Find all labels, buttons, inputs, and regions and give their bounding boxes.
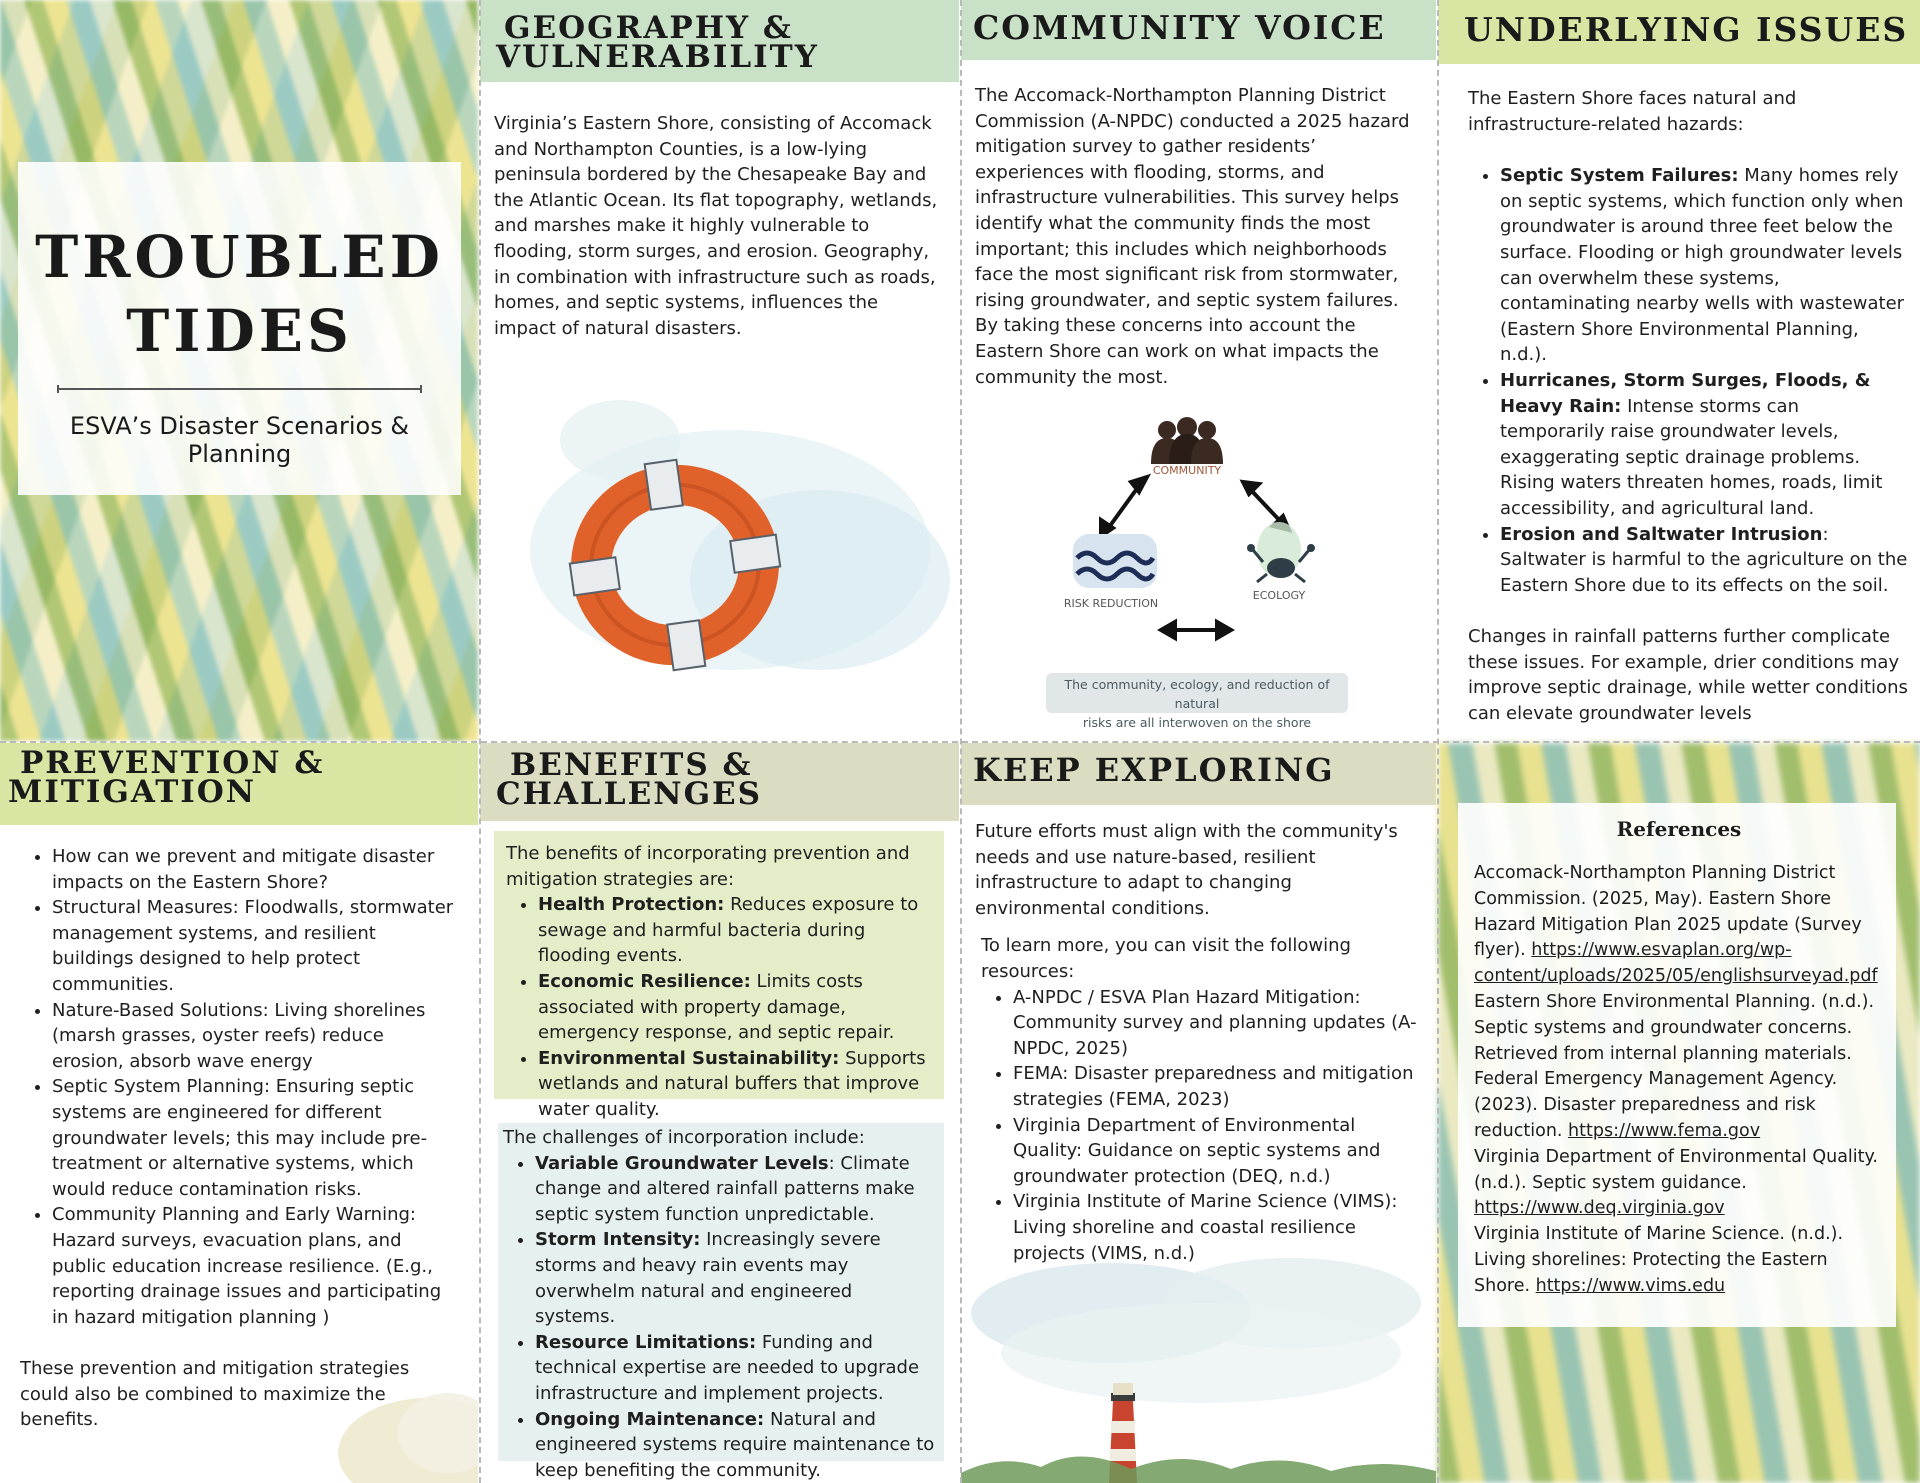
title-line-1: TROUBLED xyxy=(35,223,444,291)
diagram-caption-line-2: risks are all interwoven on the shore xyxy=(1082,715,1312,730)
reference-link[interactable]: https://www.deq.virginia.gov xyxy=(1474,1198,1725,1219)
references-body xyxy=(1474,861,1884,1300)
resource-item: • Virginia Institute of Marine Science (VIMS): Living shoreline and coastal resilience projects (VIMS, n.d.) xyxy=(1013,1189,1425,1266)
reference-link[interactable]: https://www.esvaplan.org/wp-content/uploads/2025/05/englishsurveyad.pdf xyxy=(1474,940,1878,987)
references-title: References xyxy=(1616,817,1742,841)
benefit-item xyxy=(538,1046,936,1123)
prevention-item: • Nature-Based Solutions: Living shorelines (marsh grasses, oyster reefs) reduce erosion, absorb wave energy xyxy=(52,998,460,1075)
benefits-header-line-1: BENEFITS & xyxy=(510,747,753,783)
challenge-item xyxy=(535,1151,937,1228)
benefits-intro: The benefits of incorporating prevention and mitigation strategies are: xyxy=(506,843,910,890)
issue-erosion-title: Erosion and Saltwater Intrusion xyxy=(1500,523,1823,545)
brochure-title xyxy=(18,162,461,368)
benefits-header-line-2: CHALLENGES xyxy=(496,776,763,813)
prevention-item: • Structural Measures: Floodwalls, stormwater management systems, and resilient buildings designed to help protect communities. xyxy=(52,895,460,997)
benefits-header xyxy=(480,743,959,821)
challenges-list xyxy=(503,1151,937,1483)
issue-storms xyxy=(1500,368,1908,522)
life-ring-illustration xyxy=(480,380,959,740)
explore-header: KEEP EXPLORING xyxy=(961,743,1436,805)
benefits-body xyxy=(506,841,936,1123)
reference-text: Federal Emergency Management Agency. (2023). Disaster preparedness and risk reduction. xyxy=(1474,1069,1838,1141)
challenge-item xyxy=(535,1330,937,1407)
resource-item: • Virginia Department of Environmental Quality: Guidance on septic systems and groundwater protection (DEQ, n.d.) xyxy=(1013,1113,1425,1190)
reference-text: Accomack-Northampton Planning District Commission. (2025, May). Eastern Shore Hazard Mitigation Plan 2025 update (Survey flyer). xyxy=(1474,863,1862,961)
challenge-title: Ongoing Maintenance: xyxy=(535,1408,765,1430)
title-line-2: TIDES xyxy=(126,297,353,365)
geography-panel xyxy=(480,0,959,740)
benefits-box xyxy=(494,831,944,1120)
title-divider xyxy=(57,388,422,390)
risk-reduction-diagram-label: RISK REDUCTION xyxy=(1063,597,1159,610)
challenge-title: Variable Groundwater Levels xyxy=(535,1152,829,1174)
challenge-text: Natural and engineered systems require maintenance to keep benefiting the community. xyxy=(535,1408,935,1481)
prevention-item: • Septic System Planning: Ensuring septic systems are engineered for different groundwater levels; this may include pre-treatment or alternative systems, which would reduce contamination risks. xyxy=(52,1074,460,1202)
benefit-title: Economic Resilience: xyxy=(538,970,751,992)
challenges-intro: The challenges of incorporation include: xyxy=(503,1127,865,1148)
issue-storms-title: Hurricanes, Storm Surges, Floods, & Heavy Rain: xyxy=(1500,369,1871,417)
challenge-text: Funding and technical expertise are needed to upgrade infrastructure and implement projects. xyxy=(535,1331,920,1404)
reference-item xyxy=(1474,1067,1884,1144)
waves-icon xyxy=(1073,534,1157,588)
reference-text: Virginia Institute of Marine Science. (n.d.). Living shorelines: Protecting the Eastern Shore. xyxy=(1474,1224,1844,1296)
benefit-text: Reduces exposure to sewage and harmful bacteria during flooding events. xyxy=(538,894,919,967)
benefits-panel xyxy=(480,743,959,1483)
prevention-item: • How can we prevent and mitigate disaster impacts on the Eastern Shore? xyxy=(52,844,460,895)
fold-line xyxy=(0,741,1920,743)
brochure-subtitle: ESVA’s Disaster Scenarios & Planning xyxy=(69,412,410,468)
oyster-watercolor xyxy=(328,1373,478,1483)
prevention-body xyxy=(20,844,460,1433)
issue-storms-text: Intense storms can temporarily raise groundwater levels, exaggerating septic drainage problems. Rising waters threaten homes, roads, limit accessibility, and agricultural land. xyxy=(1500,395,1883,519)
benefit-title: Environmental Sustainability: xyxy=(538,1047,840,1069)
community-ecology-diagram xyxy=(961,410,1436,670)
reference-item xyxy=(1474,1222,1884,1299)
issue-septic-title: Septic System Failures: xyxy=(1500,165,1739,187)
issues-panel xyxy=(1438,0,1920,740)
challenge-text: : Climate change and altered rainfall patterns make septic system function unpredictable. xyxy=(535,1152,915,1225)
resource-item: • A-NPDC / ESVA Plan Hazard Mitigation: Community survey and planning updates (A-NPDC, 2025) xyxy=(1013,985,1425,1062)
explore-body xyxy=(975,819,1425,1266)
issue-septic xyxy=(1500,163,1908,368)
issues-intro: The Eastern Shore faces natural and infrastructure-related hazards: xyxy=(1468,88,1797,135)
challenge-title: Resource Limitations: xyxy=(535,1331,757,1353)
ecology-diagram-label: ECOLOGY xyxy=(1252,589,1306,602)
issue-erosion-text: : Saltwater is harmful to the agriculture on the Eastern Shore due to its effects on the soil. xyxy=(1500,523,1908,596)
prevention-header-line-1: PREVENTION & xyxy=(20,745,325,781)
issue-septic-text: Many homes rely on septic systems, which function only when groundwater is around three feet below the surface. Flooding or high groundwater levels can overwhelm these systems, contaminating nearby wells with wastewater (Eastern Shore Environmental Planning, n.d.). xyxy=(1500,165,1905,366)
benefit-text: Limits costs associated with property damage, emergency response, and septic repair. xyxy=(538,970,895,1044)
explore-text: Future efforts must align with the community's needs and use nature-based, resilient infrastructure to adapt to changing environmental conditions. xyxy=(975,821,1398,919)
explore-resources-list xyxy=(975,985,1425,1267)
benefit-item xyxy=(538,969,936,1046)
challenges-body xyxy=(503,1125,937,1483)
benefits-list xyxy=(506,892,936,1122)
challenge-item xyxy=(535,1407,937,1483)
reference-item xyxy=(1474,861,1884,990)
reference-item xyxy=(1474,990,1884,1067)
geography-header xyxy=(480,0,959,82)
challenge-item xyxy=(535,1227,937,1329)
geography-header-line-1: GEOGRAPHY & xyxy=(504,10,793,46)
diagram-caption-line-1: The community, ecology, and reduction of natural xyxy=(1064,677,1330,711)
benefit-text: Supports wetlands and natural buffers that improve water quality. xyxy=(538,1047,926,1120)
community-diagram-label: COMMUNITY xyxy=(1152,464,1222,477)
community-header: COMMUNITY VOICE xyxy=(961,0,1436,60)
issues-list xyxy=(1468,163,1908,598)
prevention-item: • Community Planning and Early Warning: Hazard surveys, evacuation plans, and public education increase resilience. (E.g., reporting drainage issues and participating in hazard mitigation planning ) xyxy=(52,1202,460,1330)
community-people-icon xyxy=(1151,417,1223,464)
issues-outro: Changes in rainfall patterns further complicate these issues. For example, drier conditions may improve septic drainage, while wetter conditions can elevate groundwater levels xyxy=(1468,626,1908,725)
references-card xyxy=(1458,803,1896,1327)
benefit-item xyxy=(538,892,936,969)
resource-item: • FEMA: Disaster preparedness and mitigation strategies (FEMA, 2023) xyxy=(1013,1061,1425,1112)
explore-resources-intro: To learn more, you can visit the following resources: xyxy=(981,935,1351,982)
challenges-box xyxy=(498,1123,944,1481)
reference-link[interactable]: https://www.vims.edu xyxy=(1535,1275,1726,1296)
geography-text: Virginia’s Eastern Shore, consisting of Accomack and Northampton Counties, is a low-lying peninsula bordered by the Chesapeake Bay and the Atlantic Ocean. Its flat topography, wetlands, and marshes make it highly vulnerable to flooding, storm surges, and erosion. Geography, in combination with infrastructure such as roads, homes, and septic systems, influences the impact of natural disasters. xyxy=(494,113,938,339)
reference-text: Eastern Shore Environmental Planning. (n.d.). Septic systems and groundwater concerns. Retrieved from internal planning materials. xyxy=(1474,991,1875,1064)
reference-item xyxy=(1474,1145,1884,1222)
community-panel xyxy=(961,0,1436,740)
explore-panel xyxy=(961,743,1436,1483)
prevention-header-line-2: MITIGATION xyxy=(8,774,257,811)
prevention-header xyxy=(0,743,478,825)
prevention-list xyxy=(20,844,460,1330)
title-card xyxy=(18,162,461,495)
prevention-panel xyxy=(0,743,478,1483)
issues-body xyxy=(1468,86,1908,727)
diagram-caption xyxy=(1046,673,1348,730)
lighthouse-illustration xyxy=(961,1243,1436,1483)
geography-header-line-2: VULNERABILITY xyxy=(496,39,819,76)
prevention-outro: These prevention and mitigation strategies could also be combined to maximize the benefits. xyxy=(20,1358,410,1431)
benefit-title: Health Protection: xyxy=(538,894,725,916)
challenge-title: Storm Intensity: xyxy=(535,1229,701,1251)
issue-erosion xyxy=(1500,522,1908,599)
crab-icon xyxy=(1247,522,1315,582)
reference-text: Virginia Department of Environmental Quality. (n.d.). Septic system guidance. xyxy=(1474,1146,1878,1193)
challenge-text: Increasingly severe storms and heavy rain events may overwhelm natural and engineered systems. xyxy=(535,1229,881,1328)
reference-link[interactable]: https://www.fema.gov xyxy=(1568,1120,1761,1141)
issues-header: UNDERLYING ISSUES xyxy=(1438,0,1920,64)
community-text: The Accomack-Northampton Planning District Commission (A-NPDC) conducted a 2025 hazard mitigation survey to gather residents’ experiences with flooding, storms, and infrastructure vulnerabilities. This survey helps identify what the community finds the most important; this includes which neighborhoods face the most significant risk from stormwater, rising groundwater, and septic system failures. By taking these concerns into account the Eastern Shore can work on what impacts the community the most. xyxy=(975,85,1410,388)
